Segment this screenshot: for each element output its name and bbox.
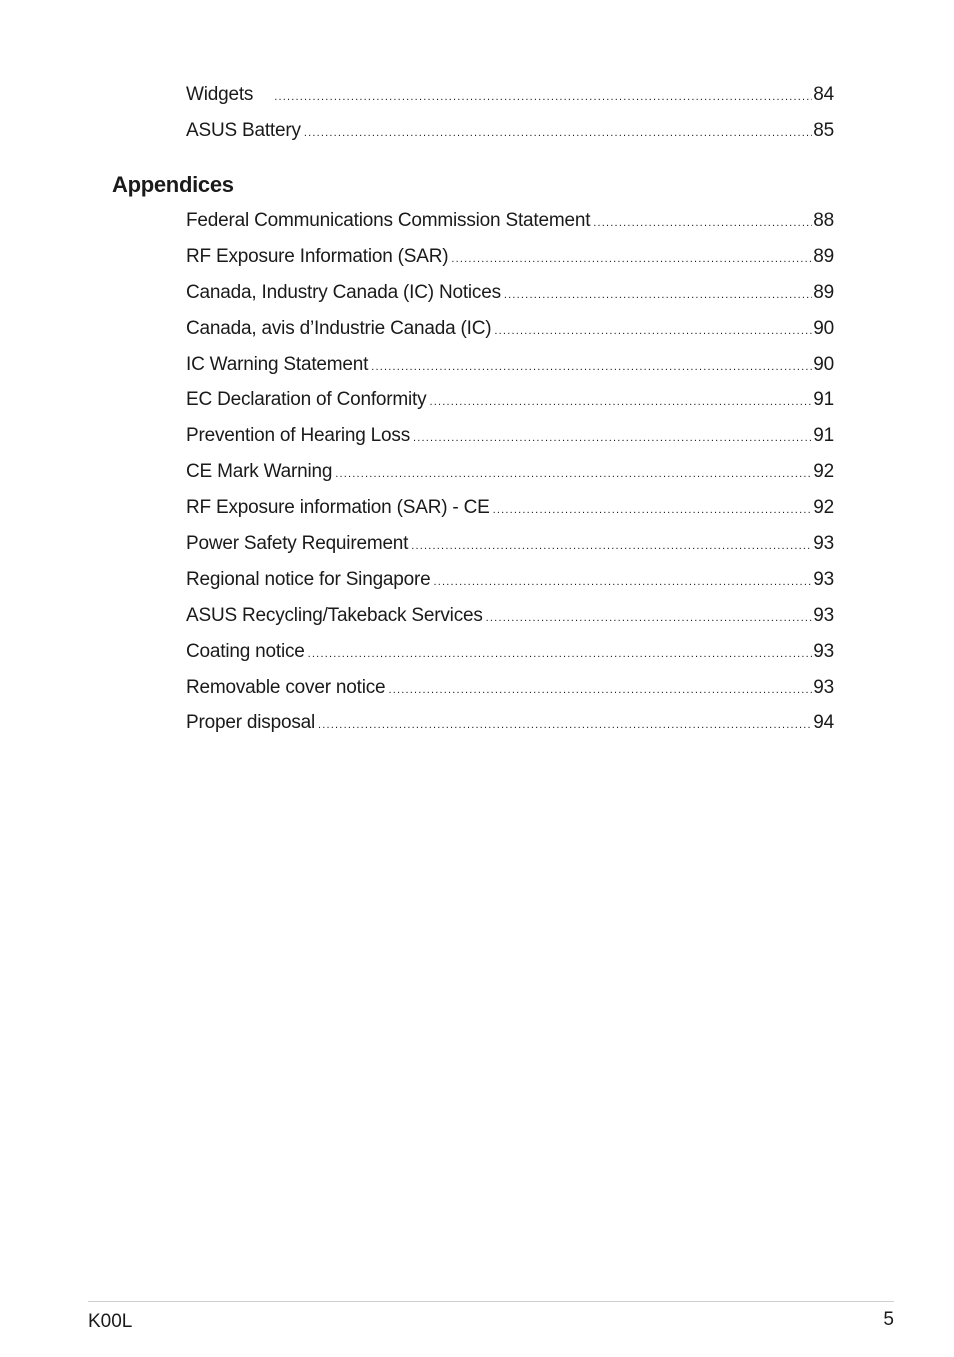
toc-entry-recycling-takeback[interactable] bbox=[186, 605, 834, 641]
toc-entry-industry-canada-notices[interactable] bbox=[186, 282, 834, 318]
toc-entry-page: 89 bbox=[813, 245, 834, 267]
toc-entry-page: 90 bbox=[813, 353, 834, 375]
toc-dot-leader bbox=[493, 504, 813, 516]
toc-entry-title: ASUS Battery bbox=[186, 119, 301, 141]
footer-divider bbox=[88, 1301, 894, 1302]
toc-dot-leader bbox=[413, 432, 812, 444]
toc-entry-page: 93 bbox=[813, 533, 834, 555]
toc-entry-power-safety[interactable] bbox=[186, 533, 834, 569]
toc-list-preceding bbox=[186, 84, 834, 156]
toc-dot-leader bbox=[335, 468, 812, 480]
toc-entry-title: Canada, avis d’Industrie Canada (IC) bbox=[186, 317, 492, 339]
toc-entry-page: 93 bbox=[813, 568, 834, 590]
toc-dot-leader bbox=[388, 684, 812, 696]
toc-entry-ic-warning-statement[interactable] bbox=[186, 354, 834, 390]
toc-entry-removable-cover[interactable] bbox=[186, 677, 834, 713]
toc-entry-title: Coating notice bbox=[186, 640, 305, 662]
toc-entry-title: EC Declaration of Conformity bbox=[186, 389, 427, 411]
toc-entry-title: ASUS Recycling/Takeback Services bbox=[186, 604, 483, 626]
toc-entry-title: Removable cover notice bbox=[186, 676, 386, 698]
toc-entry-ce-mark-warning[interactable] bbox=[186, 461, 834, 497]
toc-entry-page: 94 bbox=[813, 712, 834, 734]
toc-entry-title: Regional notice for Singapore bbox=[186, 568, 431, 590]
toc-entry-hearing-loss[interactable] bbox=[186, 425, 834, 461]
toc-entry-page: 91 bbox=[813, 425, 834, 447]
toc-dot-leader bbox=[593, 217, 812, 229]
toc-entry-ec-declaration[interactable] bbox=[186, 389, 834, 425]
toc-entry-page: 89 bbox=[813, 281, 834, 303]
toc-dot-leader bbox=[504, 289, 812, 301]
section-heading-appendices: Appendices bbox=[112, 172, 234, 197]
toc-entry-coating-notice[interactable] bbox=[186, 641, 834, 677]
toc-entry-page: 93 bbox=[813, 676, 834, 698]
toc-entry-title: IC Warning Statement bbox=[186, 353, 369, 375]
toc-entry-rf-exposure-sar-ce[interactable] bbox=[186, 497, 834, 533]
toc-dot-leader bbox=[304, 127, 812, 139]
toc-dot-leader bbox=[318, 719, 812, 731]
toc-dot-leader bbox=[451, 253, 812, 265]
footer-model-name: K00L bbox=[88, 1311, 133, 1332]
toc-dot-leader bbox=[411, 540, 812, 552]
toc-entry-title: Prevention of Hearing Loss bbox=[186, 425, 410, 447]
toc-entry-asus-battery[interactable] bbox=[186, 120, 834, 156]
toc-entry-proper-disposal[interactable] bbox=[186, 712, 834, 748]
toc-list-appendices bbox=[186, 210, 834, 748]
toc-entry-fcc-statement[interactable] bbox=[186, 210, 834, 246]
toc-entry-page: 92 bbox=[813, 497, 834, 519]
toc-entry-page: 91 bbox=[813, 389, 834, 411]
toc-dot-leader bbox=[494, 325, 812, 337]
toc-entry-page: 92 bbox=[813, 461, 834, 483]
toc-entry-title: CE Mark Warning bbox=[186, 461, 333, 483]
toc-entry-page: 93 bbox=[813, 640, 834, 662]
toc-dot-leader bbox=[371, 361, 812, 373]
toc-entry-widgets[interactable] bbox=[186, 84, 834, 120]
toc-dot-leader bbox=[274, 91, 812, 103]
toc-entry-page: 85 bbox=[813, 119, 834, 141]
toc-entry-title: RF Exposure information (SAR) - CE bbox=[186, 497, 490, 519]
footer-page-number: 5 bbox=[883, 1309, 894, 1330]
toc-entry-page: 93 bbox=[813, 604, 834, 626]
toc-entry-title: Widgets bbox=[186, 84, 254, 105]
toc-entry-title: RF Exposure Information (SAR) bbox=[186, 245, 449, 267]
toc-entry-page: 88 bbox=[813, 210, 834, 231]
toc-entry-avis-industrie-canada[interactable] bbox=[186, 318, 834, 354]
toc-dot-leader bbox=[429, 396, 812, 408]
toc-entry-rf-exposure-sar[interactable] bbox=[186, 246, 834, 282]
toc-entry-page: 90 bbox=[813, 317, 834, 339]
toc-dot-leader bbox=[486, 612, 813, 624]
toc-entry-title: Proper disposal bbox=[186, 712, 316, 734]
toc-dot-leader bbox=[308, 648, 813, 660]
toc-entry-singapore-notice[interactable] bbox=[186, 569, 834, 605]
toc-entry-title: Canada, Industry Canada (IC) Notices bbox=[186, 281, 501, 303]
toc-dot-leader bbox=[434, 576, 813, 588]
toc-entry-page: 84 bbox=[813, 84, 834, 105]
toc-entry-title: Federal Communications Commission Statement bbox=[186, 210, 591, 231]
toc-entry-title: Power Safety Requirement bbox=[186, 533, 409, 555]
